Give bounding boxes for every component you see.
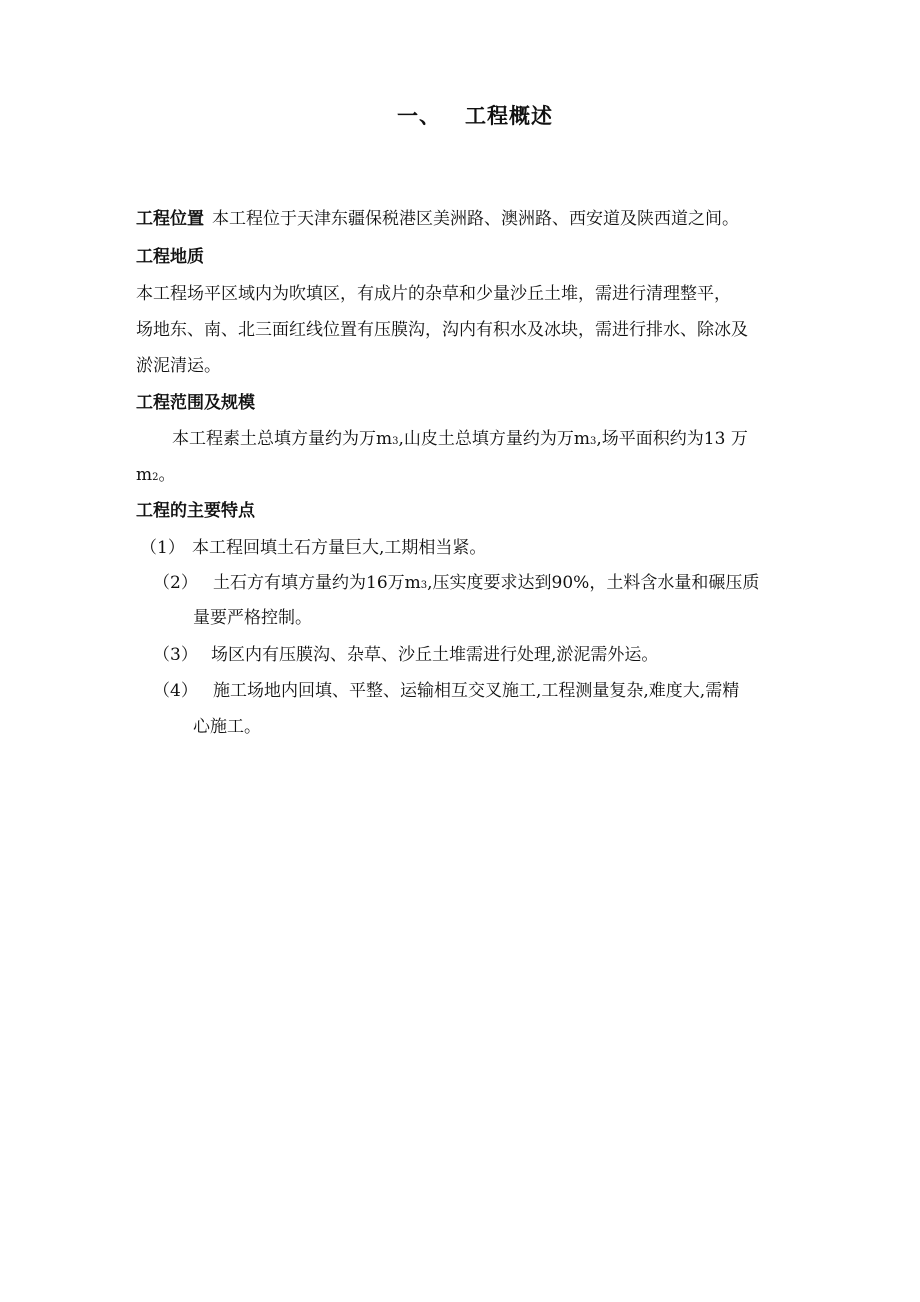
feature-item-4 [153,679,739,703]
feature-text-a: 土石方有填方量约为16万m [213,573,421,593]
feature-item-3 [153,643,658,667]
scope-text-b: ,山皮土总填方量约为万m [398,429,591,449]
section-number: 一、 [397,104,441,128]
feature-text: 施工场地内回填、平整、运输相互交叉施工,工程测量复杂,难度大,需精 [213,681,740,701]
section-title [0,100,920,130]
feature-number: （1） [140,538,185,558]
location-paragraph [136,207,739,231]
feature-text: 场区内有压膜沟、杂草、沙丘土堆需进行处理,淤泥需外运。 [211,645,659,665]
geology-heading: 工程地质 [136,247,204,267]
section-title-text: 工程概述 [465,104,553,128]
scope-text-a: 本工程素土总填方量约为万m [172,429,393,449]
scope-text-c: ,场平面积约为13 万 [596,429,748,449]
feature-item-4-continued: 心施工。 [193,717,261,737]
scope-end: 。 [158,465,176,485]
location-heading: 工程位置 [136,209,204,229]
scope-unit: m [136,465,153,485]
geology-line-1: 本工程场平区域内为吹填区，有成片的杂草和少量沙丘土堆，需进行清理整平， [136,284,731,304]
unit-subscript: 2 [152,472,159,483]
feature-number: （4） [153,681,198,701]
feature-item-1 [140,536,486,560]
feature-number: （2） [153,573,198,593]
location-text: 本工程位于天津东疆保税港区美洲路、澳洲路、西安道及陕西道之间。 [212,209,739,229]
scope-heading: 工程范围及规模 [136,393,255,413]
feature-text: 本工程回填土石方量巨大,工期相当紧。 [192,538,487,558]
features-heading: 工程的主要特点 [136,501,255,521]
unit-subscript: 3 [420,580,428,591]
feature-number: （3） [153,645,198,665]
unit-subscript: 3 [590,436,597,447]
geology-line-2: 场地东、南、北三面红线位置有压膜沟，沟内有积水及冰块，需进行排水、除冰及 [136,320,748,340]
scope-line-1 [172,427,748,454]
geology-line-3: 淤泥清运。 [136,356,221,376]
feature-item-2 [153,571,759,598]
feature-item-2-continued: 量要严格控制。 [193,608,312,628]
scope-line-2 [136,463,176,490]
unit-subscript: 3 [392,436,399,447]
feature-text-b: ,压实度要求达到90%，土料含水量和碾压质 [427,573,760,593]
